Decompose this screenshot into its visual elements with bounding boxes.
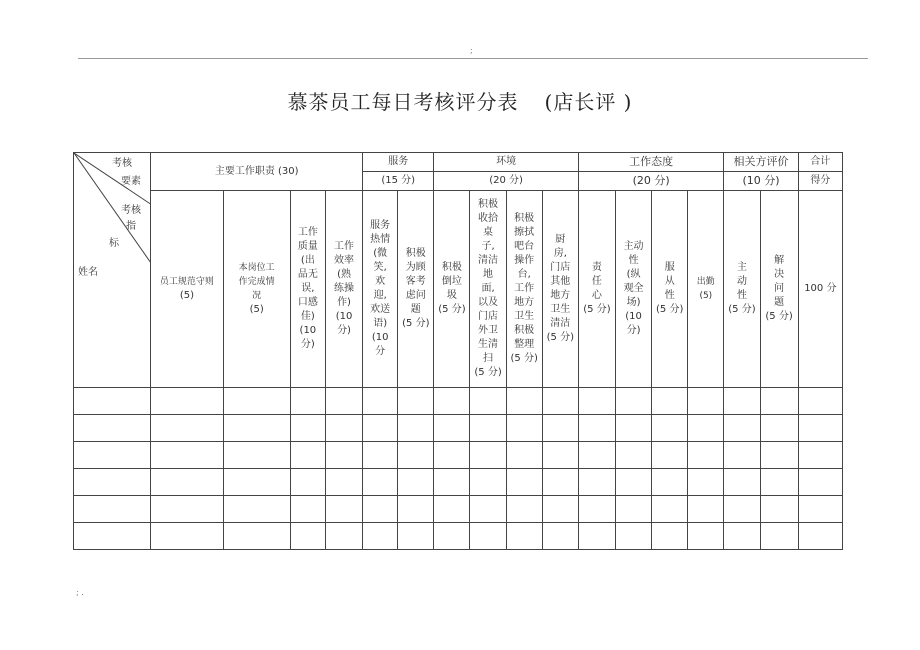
- table-cell[interactable]: [798, 442, 842, 469]
- indicator-attendance: [688, 191, 724, 388]
- corner-label-kaohe2: 考核: [121, 205, 141, 216]
- indicator-responsibility-label: 责任心: [591, 262, 602, 301]
- table-cell[interactable]: [470, 523, 506, 550]
- indicator-code-of-conduct-label: 员工规范守则: [159, 277, 214, 287]
- indicator-problem-solving-label: 解决问题: [774, 255, 785, 308]
- page-title: [0, 86, 920, 115]
- table-cell[interactable]: [578, 469, 615, 496]
- table-cell[interactable]: [363, 442, 398, 469]
- indicator-table-floor-label: 积极收拾桌子,清洁地面,以及门店外卫生清扫: [478, 199, 499, 364]
- table-cell[interactable]: [434, 388, 470, 415]
- table-cell[interactable]: [398, 469, 434, 496]
- indicator-related-initiative-points: (5 分): [728, 304, 756, 315]
- table-cell[interactable]: [652, 388, 688, 415]
- table-cell[interactable]: [434, 496, 470, 523]
- table-cell[interactable]: [290, 496, 325, 523]
- table-cell[interactable]: [223, 496, 290, 523]
- indicator-job-completion-points: (5): [249, 304, 264, 315]
- table-cell[interactable]: [151, 469, 223, 496]
- table-cell[interactable]: [74, 496, 151, 523]
- header-rule: [78, 58, 868, 59]
- table-cell[interactable]: [652, 496, 688, 523]
- indicator-total-points: 100 分: [798, 191, 842, 388]
- table-cell[interactable]: [652, 415, 688, 442]
- table-row: [74, 388, 843, 415]
- group-environment-points: (20 分): [434, 172, 579, 191]
- table-cell[interactable]: [578, 496, 615, 523]
- table-cell[interactable]: [470, 415, 506, 442]
- group-environment: 环境: [434, 153, 579, 172]
- table-cell[interactable]: [398, 496, 434, 523]
- table-cell[interactable]: [724, 442, 760, 469]
- table-cell[interactable]: [578, 388, 615, 415]
- table-cell[interactable]: [363, 388, 398, 415]
- page-top-mark: ;: [470, 46, 473, 55]
- table-cell[interactable]: [290, 469, 325, 496]
- table-cell[interactable]: [223, 523, 290, 550]
- page-footer-mark: ; .: [76, 588, 84, 597]
- indicator-table-floor-points: (5 分): [474, 367, 502, 378]
- table-cell[interactable]: [470, 469, 506, 496]
- indicator-obedience-label: 服从性: [664, 262, 675, 301]
- table-cell[interactable]: [688, 388, 724, 415]
- indicator-table-floor: [470, 191, 506, 388]
- table-cell[interactable]: [325, 469, 362, 496]
- table-cell[interactable]: [74, 442, 151, 469]
- indicator-attendance-label: 出勤: [696, 277, 715, 287]
- indicator-service-warmth-label: 服务热情(微笑,欢迎,欢送语): [370, 220, 391, 329]
- title-suffix: (店长评 ): [544, 90, 633, 114]
- table-cell[interactable]: [223, 469, 290, 496]
- group-total-sub: 得分: [798, 172, 842, 191]
- corner-label-name: 姓名: [78, 267, 98, 278]
- indicator-code-of-conduct: [151, 191, 223, 388]
- table-cell[interactable]: [724, 469, 760, 496]
- table-cell[interactable]: [470, 388, 506, 415]
- indicator-work-efficiency-label: 工作效率(熟练操作): [334, 241, 355, 308]
- table-cell[interactable]: [223, 415, 290, 442]
- indicator-work-efficiency: [325, 191, 362, 388]
- indicator-trash-label: 积极倒垃圾: [441, 262, 462, 301]
- table-row: [74, 496, 843, 523]
- title-main: 慕茶员工每日考核评分表: [287, 90, 519, 114]
- indicator-responsibility: [578, 191, 615, 388]
- corner-label-kaohe: 考核: [112, 158, 132, 169]
- table-cell[interactable]: [470, 496, 506, 523]
- table-cell[interactable]: [724, 496, 760, 523]
- table-cell[interactable]: [74, 523, 151, 550]
- indicator-work-quality-label: 工作质量(出品无误, 口感佳): [297, 227, 318, 322]
- table-cell[interactable]: [151, 496, 223, 523]
- group-attitude-points: (20 分): [578, 172, 724, 191]
- corner-label-biao: 标: [109, 238, 119, 249]
- table-cell[interactable]: [434, 415, 470, 442]
- indicator-initiative: [616, 191, 652, 388]
- indicator-kitchen-label: 厨房,门店其他地方卫生清洁: [550, 234, 571, 329]
- table-cell[interactable]: [616, 496, 652, 523]
- indicator-bar-counter-label: 积极擦拭吧台操作台,工作地方卫生积极整理: [514, 213, 535, 350]
- table-cell[interactable]: [506, 442, 542, 469]
- table-cell[interactable]: [760, 496, 798, 523]
- table-cell[interactable]: [760, 469, 798, 496]
- table-cell[interactable]: [325, 388, 362, 415]
- table-cell[interactable]: [434, 523, 470, 550]
- indicator-work-quality-points: (10分): [299, 325, 317, 350]
- table-cell[interactable]: [798, 388, 842, 415]
- table-cell[interactable]: [652, 523, 688, 550]
- indicator-related-initiative-label: 主动性: [736, 262, 747, 301]
- group-related-points: (10 分): [724, 172, 798, 191]
- group-service: 服务: [363, 153, 434, 172]
- indicator-initiative-points: (10分): [625, 311, 642, 336]
- table-cell[interactable]: [688, 469, 724, 496]
- table-cell[interactable]: [798, 523, 842, 550]
- table-cell[interactable]: [542, 469, 578, 496]
- table-cell[interactable]: [760, 388, 798, 415]
- indicator-related-initiative: [724, 191, 760, 388]
- corner-label-zhi: 指: [126, 221, 136, 232]
- table-cell[interactable]: [325, 496, 362, 523]
- table-cell[interactable]: [616, 442, 652, 469]
- table-cell[interactable]: [578, 442, 615, 469]
- score-table: [73, 152, 843, 550]
- table-cell[interactable]: [434, 469, 470, 496]
- indicator-work-efficiency-points: (10分): [335, 311, 353, 336]
- table-cell[interactable]: [290, 442, 325, 469]
- table-cell[interactable]: [151, 388, 223, 415]
- table-cell[interactable]: [688, 496, 724, 523]
- table-cell[interactable]: [223, 388, 290, 415]
- table-cell[interactable]: [434, 442, 470, 469]
- table-cell[interactable]: [724, 388, 760, 415]
- indicator-trash-points: (5 分): [438, 304, 466, 315]
- table-cell[interactable]: [724, 523, 760, 550]
- table-cell[interactable]: [688, 442, 724, 469]
- indicator-customer-care: [398, 191, 434, 388]
- table-cell[interactable]: [290, 415, 325, 442]
- table-cell[interactable]: [542, 415, 578, 442]
- table-cell[interactable]: [542, 496, 578, 523]
- table-cell[interactable]: [506, 415, 542, 442]
- table-cell[interactable]: [688, 415, 724, 442]
- table-cell[interactable]: [760, 523, 798, 550]
- table-row: [74, 415, 843, 442]
- group-service-points: (15 分): [363, 172, 434, 191]
- table-cell[interactable]: [506, 388, 542, 415]
- corner-label-yaosu: 要素: [121, 176, 141, 187]
- table-cell[interactable]: [542, 442, 578, 469]
- table-cell[interactable]: [325, 523, 362, 550]
- header-corner-cell: [74, 153, 151, 388]
- table-row: [74, 469, 843, 496]
- table-cell[interactable]: [398, 415, 434, 442]
- table-cell[interactable]: [363, 496, 398, 523]
- table-cell[interactable]: [363, 469, 398, 496]
- indicator-responsibility-points: (5 分): [583, 304, 611, 315]
- table-cell[interactable]: [151, 415, 223, 442]
- table-cell[interactable]: [506, 523, 542, 550]
- table-cell[interactable]: [798, 469, 842, 496]
- table-cell[interactable]: [724, 415, 760, 442]
- table-cell[interactable]: [616, 469, 652, 496]
- table-cell[interactable]: [151, 523, 223, 550]
- table-cell[interactable]: [325, 415, 362, 442]
- table-cell[interactable]: [398, 388, 434, 415]
- group-total: 合计: [798, 153, 842, 172]
- table-cell[interactable]: [470, 442, 506, 469]
- table-cell[interactable]: [325, 442, 362, 469]
- indicator-service-warmth: [363, 191, 398, 388]
- indicator-job-completion: [223, 191, 290, 388]
- table-cell[interactable]: [290, 388, 325, 415]
- indicator-work-quality: [290, 191, 325, 388]
- table-cell[interactable]: [578, 523, 615, 550]
- indicator-attendance-points: (5): [699, 291, 713, 301]
- table-cell[interactable]: [398, 442, 434, 469]
- table-cell[interactable]: [506, 496, 542, 523]
- table-cell[interactable]: [506, 469, 542, 496]
- table-cell[interactable]: [151, 442, 223, 469]
- indicator-trash: [434, 191, 470, 388]
- table-cell[interactable]: [398, 523, 434, 550]
- indicator-bar-counter: [506, 191, 542, 388]
- table-row: [74, 523, 843, 550]
- group-main-duty: 主要工作职责 (30): [151, 153, 363, 191]
- table-cell[interactable]: [652, 442, 688, 469]
- indicator-job-completion-label: 本岗位工作完成情况: [238, 263, 275, 301]
- table-cell[interactable]: [290, 523, 325, 550]
- indicator-service-warmth-points: (10 分: [371, 332, 389, 357]
- table-cell[interactable]: [798, 415, 842, 442]
- table-cell[interactable]: [542, 523, 578, 550]
- indicator-code-of-conduct-points: (5): [179, 290, 195, 301]
- table-cell[interactable]: [74, 388, 151, 415]
- table-cell[interactable]: [363, 523, 398, 550]
- indicator-problem-solving: [760, 191, 798, 388]
- indicator-kitchen-points: (5 分): [546, 332, 574, 343]
- table-row: [74, 442, 843, 469]
- group-attitude: 工作态度: [578, 153, 724, 172]
- table-cell[interactable]: [760, 442, 798, 469]
- table-cell[interactable]: [616, 415, 652, 442]
- table-cell[interactable]: [616, 388, 652, 415]
- table-cell[interactable]: [578, 415, 615, 442]
- indicator-kitchen: [542, 191, 578, 388]
- table-cell[interactable]: [760, 415, 798, 442]
- indicator-customer-care-label: 积极为顾客考虑问题: [405, 248, 426, 315]
- table-cell[interactable]: [363, 415, 398, 442]
- table-cell[interactable]: [223, 442, 290, 469]
- indicator-problem-solving-points: (5 分): [765, 311, 793, 322]
- table-cell[interactable]: [616, 523, 652, 550]
- table-cell[interactable]: [688, 523, 724, 550]
- indicator-obedience: [652, 191, 688, 388]
- table-cell[interactable]: [652, 469, 688, 496]
- table-cell[interactable]: [74, 469, 151, 496]
- indicator-customer-care-points: (5 分): [402, 318, 430, 329]
- table-cell[interactable]: [542, 388, 578, 415]
- group-related: 相关方评价: [724, 153, 798, 172]
- indicator-bar-counter-points: (5 分): [510, 353, 538, 364]
- table-cell[interactable]: [74, 415, 151, 442]
- indicator-obedience-points: (5 分): [656, 304, 684, 315]
- indicator-initiative-label: 主动性(纵观全场): [623, 241, 644, 308]
- table-cell[interactable]: [798, 496, 842, 523]
